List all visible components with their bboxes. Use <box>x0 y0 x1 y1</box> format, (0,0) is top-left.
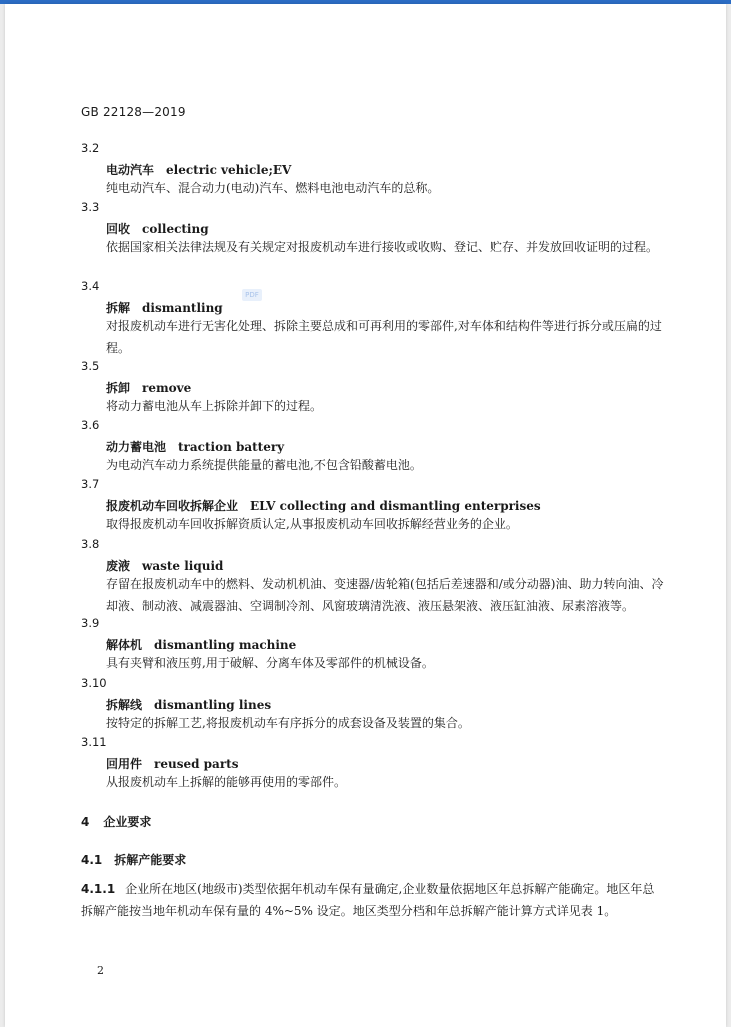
term-zh: 报废机动车回收拆解企业 <box>106 499 239 513</box>
term-title <box>106 161 291 178</box>
page-number: 2 <box>97 964 104 977</box>
term-en: collecting <box>142 222 209 236</box>
term-en: dismantling machine <box>154 638 297 652</box>
term-definition: 具有夹臂和液压剪,用于破解、分离车体及零部件的机械设备。 <box>106 656 434 670</box>
term-en: ELV collecting and dismantling enterprises <box>250 499 541 513</box>
term-title <box>106 636 296 653</box>
term-zh: 解体机 <box>106 638 143 652</box>
term-en: reused parts <box>154 757 239 771</box>
term-zh: 拆解线 <box>106 698 143 712</box>
term-title <box>106 379 191 396</box>
term-zh: 拆卸 <box>106 381 131 395</box>
section-title: 企业要求 <box>103 815 152 829</box>
clause-paragraph <box>81 878 666 922</box>
term-number: 3.10 <box>81 676 107 690</box>
term-en: waste liquid <box>142 559 224 573</box>
standard-header: GB 22128—2019 <box>81 105 186 119</box>
term-number: 3.9 <box>81 616 100 630</box>
term-zh: 回用件 <box>106 757 143 771</box>
term-zh: 废液 <box>106 559 131 573</box>
term-definition: 存留在报废机动车中的燃料、发动机机油、变速器/齿轮箱(包括后差速器和/或分动器)油、助力转向油、冷却液、制动液、减震器油、空调制冷剂、风窗玻璃清洗液、液压悬架液、液压缸油液、尿素溶液等。 <box>106 577 664 613</box>
term-definition: 将动力蓄电池从车上拆除并卸下的过程。 <box>106 399 323 413</box>
term-title <box>106 557 223 574</box>
term-title <box>106 438 284 455</box>
term-title <box>106 299 223 316</box>
term-zh: 动力蓄电池 <box>106 440 167 454</box>
term-definition: 按特定的拆解工艺,将报废机动车有序拆分的成套设备及装置的集合。 <box>106 716 470 730</box>
term-number: 3.11 <box>81 735 107 749</box>
term-zh: 回收 <box>106 222 131 236</box>
section-heading <box>81 813 151 830</box>
term-title <box>106 755 238 772</box>
watermark-icon: PDF <box>242 289 262 301</box>
term-definition: 对报废机动车进行无害化处理、拆除主要总成和可再利用的零部件,对车体和结构件等进行拆分或压扁的过程。 <box>106 319 662 355</box>
clause-number: 4.1.1 <box>81 882 116 896</box>
term-number: 3.3 <box>81 200 100 214</box>
subsection-title: 拆解产能要求 <box>114 853 187 867</box>
document-page <box>5 4 726 1027</box>
term-en: traction battery <box>178 440 285 454</box>
term-number: 3.4 <box>81 279 100 293</box>
term-number: 3.8 <box>81 537 100 551</box>
term-en: remove <box>142 381 192 395</box>
term-title <box>106 696 271 713</box>
term-definition: 取得报废机动车回收拆解资质认定,从事报废机动车回收拆解经营业务的企业。 <box>106 517 518 531</box>
term-definition: 从报废机动车上拆解的能够再使用的零部件。 <box>106 775 347 789</box>
term-en: electric vehicle;EV <box>166 163 292 177</box>
term-zh: 拆解 <box>106 301 131 315</box>
term-title <box>106 220 209 237</box>
term-en: dismantling <box>142 301 223 315</box>
subsection-heading <box>81 851 186 868</box>
subsection-number: 4.1 <box>81 853 103 867</box>
term-title <box>106 497 541 514</box>
term-en: dismantling lines <box>154 698 272 712</box>
term-definition: 为电动汽车动力系统提供能量的蓄电池,不包含铅酸蓄电池。 <box>106 458 422 472</box>
term-definition: 纯电动汽车、混合动力(电动)汽车、燃料电池电动汽车的总称。 <box>106 181 440 195</box>
term-number: 3.5 <box>81 359 100 373</box>
term-number: 3.7 <box>81 477 100 491</box>
term-zh: 电动汽车 <box>106 163 155 177</box>
term-number: 3.2 <box>81 141 100 155</box>
clause-text: 企业所在地区(地级市)类型依据年机动车保有量确定,企业数量依据地区年总拆解产能确定。地区年总拆解产能按当地年机动车保有量的 4%~5% 设定。地区类型分档和年总拆解产能计算方式详见表 1。 <box>81 882 655 918</box>
term-number: 3.6 <box>81 418 100 432</box>
section-number: 4 <box>81 815 90 829</box>
term-definition: 依据国家相关法律法规及有关规定对报废机动车进行接收或收购、登记、贮存、并发放回收证明的过程。 <box>106 240 659 254</box>
